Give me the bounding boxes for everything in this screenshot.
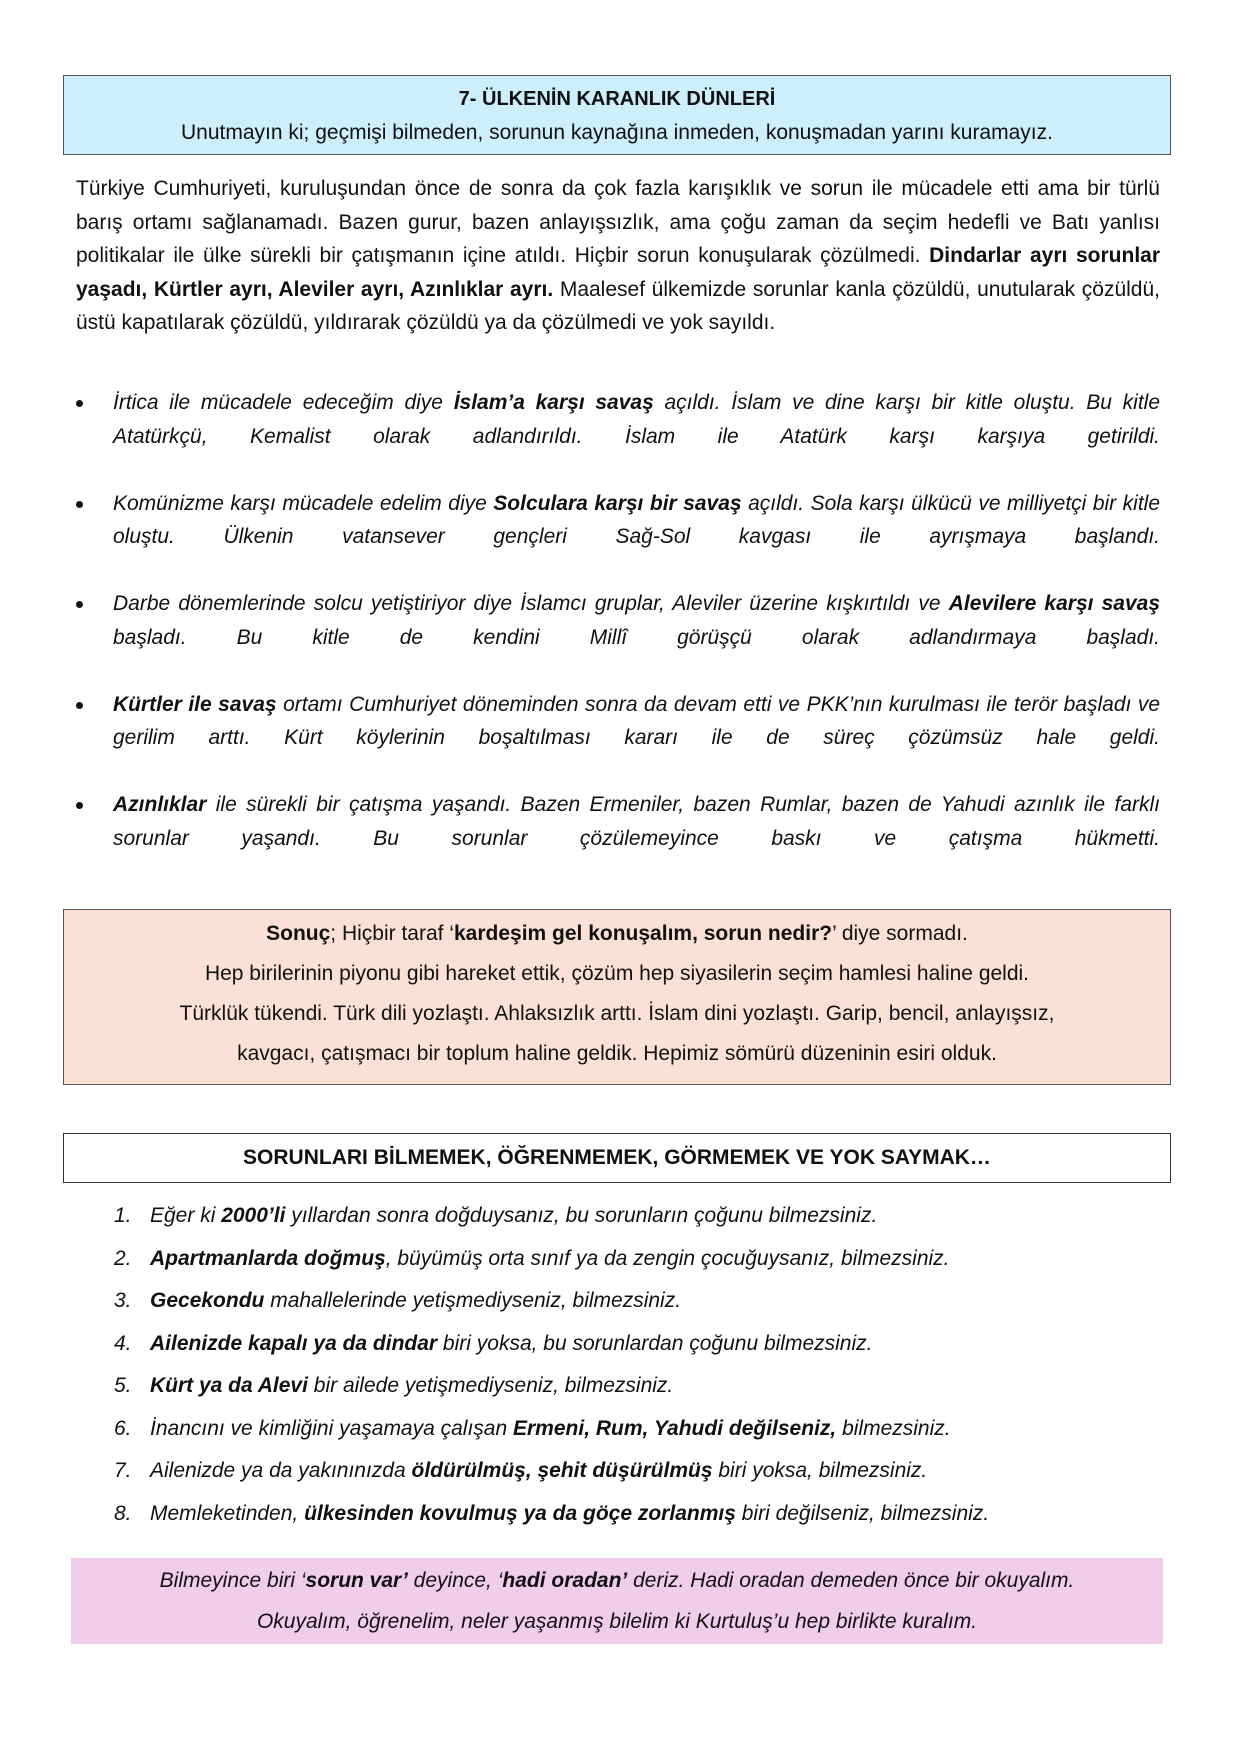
result-line-2: Hep birilerinin piyonu gibi hareket ettik, çözüm hep siyasilerin seçim hamlesi haline geldi. — [204, 962, 1030, 985]
list-text: biri yoksa, bu sorunlardan çoğunu bilmezsiniz. — [437, 1331, 873, 1355]
closing-text: Bilmeyince biri ‘ — [159, 1569, 306, 1592]
list-number: 6. — [114, 1416, 132, 1440]
numbered-list — [110, 1195, 1170, 1535]
list-text: Ailenizde ya da yakınınızda — [150, 1459, 412, 1482]
list-number: 5. — [114, 1374, 132, 1397]
list-item — [110, 1195, 1170, 1238]
bullet-item — [76, 587, 1160, 654]
list-bold-text: ülkesinden kovulmuş ya da göçe zorlanmış — [304, 1501, 736, 1525]
bullet-bold-text: İslam’a karşı savaş — [453, 391, 654, 414]
list-number: 3. — [114, 1289, 132, 1312]
bullet-item — [76, 487, 1160, 554]
list-item — [110, 1450, 1170, 1493]
bullet-icon — [76, 501, 83, 508]
bullet-icon — [76, 702, 83, 709]
list-item — [110, 1238, 1170, 1281]
list-bold-text: Ailenizde kapalı ya da dindar — [150, 1331, 438, 1355]
bullet-text: başladı. Bu kitle de kendini Millî görüşçü olarak adlandırmaya başladı. — [113, 625, 1160, 649]
bullet-list — [76, 386, 1160, 889]
bullet-bold-text: Kürtler ile savaş — [113, 692, 277, 716]
list-number: 8. — [114, 1501, 132, 1525]
intro-text-end: Maalesef ülkemizde sorunlar kanla çözüldü, unutularak çözüldü, üstü kapatılarak çözüldü, yıldırarak çözüldü ya da çözülmedi ve yok sayıldı. — [76, 277, 1160, 334]
bullet-text: açıldı. İslam ve dine karşı bir kitle oluştu. Bu kitle Atatürkçü, Kemalist olarak adlandırıldı. İslam ile Atatürk karşı karşıya getirildi. — [113, 391, 1160, 448]
page-title: 7- ÜLKENİN KARANLIK DÜNLERİ — [458, 88, 776, 110]
result-text: ’ diye sormadı. — [832, 922, 968, 945]
bullet-icon — [76, 400, 83, 407]
bullet-text: Komünizme karşı mücadele edelim diye — [113, 491, 494, 515]
bullet-item — [76, 386, 1160, 453]
result-line-4: kavgacı, çatışmacı bir toplum haline geldik. Hepimiz sömürü düzeninin esiri olduk. — [237, 1042, 997, 1065]
intro-text: Türkiye Cumhuriyeti, kuruluşundan önce de sonra da çok fazla karışıklık ve sorun ile mücadele etti ama bir türlü barış ortamı sağlanamadı. Bazen gurur, bazen anlayışsızlık, ama çoğu zaman da seçim hedefli ve Batı yanlısı politikalar ile ülke sürekli bir çatışmanın içine atıldı. Hiçbir sorun konuşularak çözülmedi. — [76, 177, 1160, 267]
list-bold-text: Ermeni, Rum, Yahudi değilseniz, — [513, 1416, 837, 1440]
list-text: biri yoksa, bilmezsiniz. — [712, 1459, 928, 1482]
bullet-item — [76, 688, 1160, 755]
bullet-text: açıldı. Sola karşı ülkücü ve milliyetçi bir kitle oluştu. Ülkenin vatansever gençleri Sağ-Sol kavgası ile ayrışmaya başlandı. — [113, 491, 1160, 548]
list-item — [110, 1408, 1170, 1451]
list-number: 7. — [114, 1459, 132, 1482]
result-text: ; Hiçbir taraf ‘ — [330, 922, 454, 945]
closing-bold-text: sorun var’ — [305, 1569, 408, 1592]
intro-paragraph — [76, 172, 1160, 340]
result-line-1 — [64, 914, 1170, 954]
closing-text: deriz. Hadi oradan demeden önce bir okuyalım. — [627, 1569, 1075, 1592]
list-item — [110, 1493, 1170, 1536]
closing-bold-text: hadi oradan’ — [502, 1569, 628, 1592]
list-text: İnancını ve kimliğini yaşamaya çalışan — [150, 1416, 513, 1440]
list-text: Eğer ki — [150, 1204, 222, 1227]
list-text: yıllardan sonra doğduysanız, bu sorunların çoğunu bilmezsiniz. — [285, 1204, 878, 1227]
bullet-text: Darbe dönemlerinde solcu yetiştiriyor diye İslamcı gruplar, Aleviler üzerine kışkırtıldı ve — [113, 592, 949, 615]
page-subtitle: Unutmayın ki; geçmişi bilmeden, sorunun kaynağına inmeden, konuşmadan yarını kuramayız. — [181, 121, 1053, 144]
bullet-item — [76, 788, 1160, 855]
title-box — [63, 75, 1171, 155]
intro-bold-text: Dindarlar ayrı sorunlar yaşadı, Kürtler ayrı, Aleviler ayrı, Azınlıklar ayrı. — [76, 244, 1160, 301]
list-text: Memleketinden, — [150, 1501, 305, 1525]
list-text: biri değilseniz, bilmezsiniz. — [735, 1501, 990, 1525]
bullet-text: İrtica ile mücadele edeceğim diye — [113, 391, 454, 414]
list-text: mahallelerinde yetişmediyseniz, bilmezsiniz. — [264, 1289, 682, 1312]
bullet-bold-text: Azınlıklar — [113, 793, 207, 816]
result-line-3: Türklük tükendi. Türk dili yozlaştı. Ahlaksızlık arttı. İslam dini yozlaştı. Garip, bencil, anlayışsız, — [179, 1002, 1055, 1025]
list-bold-text: 2000’li — [221, 1204, 286, 1227]
list-bold-text: Gecekondu — [150, 1289, 265, 1312]
list-bold-text: Kürt ya da Alevi — [150, 1374, 308, 1397]
bullet-bold-text: Alevilere karşı savaş — [948, 592, 1160, 615]
list-item — [110, 1365, 1170, 1408]
result-box — [63, 909, 1171, 1085]
bullet-bold-text: Solculara karşı bir savaş — [493, 491, 742, 515]
list-text: bilmezsiniz. — [836, 1416, 951, 1440]
list-number: 1. — [114, 1204, 132, 1227]
list-number: 2. — [114, 1246, 132, 1270]
closing-text: deyince, ‘ — [407, 1569, 503, 1592]
list-number: 4. — [114, 1331, 132, 1355]
list-text: bir ailede yetişmediyseniz, bilmezsiniz. — [307, 1374, 674, 1397]
bullet-icon — [76, 802, 83, 809]
list-text: , büyümüş orta sınıf ya da zengin çocuğuysanız, bilmezsiniz. — [385, 1246, 950, 1270]
list-bold-text: öldürülmüş, şehit düşürülmüş — [411, 1459, 713, 1482]
result-label: Sonuç — [266, 922, 331, 945]
bullet-text: ile sürekli bir çatışma yaşandı. Bazen Ermeniler, bazen Rumlar, bazen de Yahudi azınlık ile farklı sorunlar yaşandı. Bu sorunlar çözülemeyince baskı ve çatışma hükmetti. — [113, 793, 1160, 850]
closing-line-1 — [71, 1560, 1163, 1601]
closing-box — [71, 1558, 1163, 1644]
section-heading: SORUNLARI BİLMEMEK, ÖĞRENMEMEK, GÖRMEMEK VE YOK SAYMAK… — [63, 1133, 1171, 1183]
list-bold-text: Apartmanlarda doğmuş — [150, 1246, 386, 1270]
closing-line-2: Okuyalım, öğrenelim, neler yaşanmış bilelim ki Kurtuluş’u hep birlikte kuralım. — [256, 1610, 978, 1633]
bullet-text: ortamı Cumhuriyet döneminden sonra da devam etti ve PKK’nın kurulması ile terör başladı ve gerilim arttı. Kürt köylerinin boşaltılması kararı ile de süreç çözümsüz hale geldi. — [113, 692, 1160, 749]
list-item — [110, 1323, 1170, 1366]
bullet-icon — [76, 601, 83, 608]
result-quote: kardeşim gel konuşalım, sorun nedir? — [453, 922, 833, 945]
list-item — [110, 1280, 1170, 1323]
